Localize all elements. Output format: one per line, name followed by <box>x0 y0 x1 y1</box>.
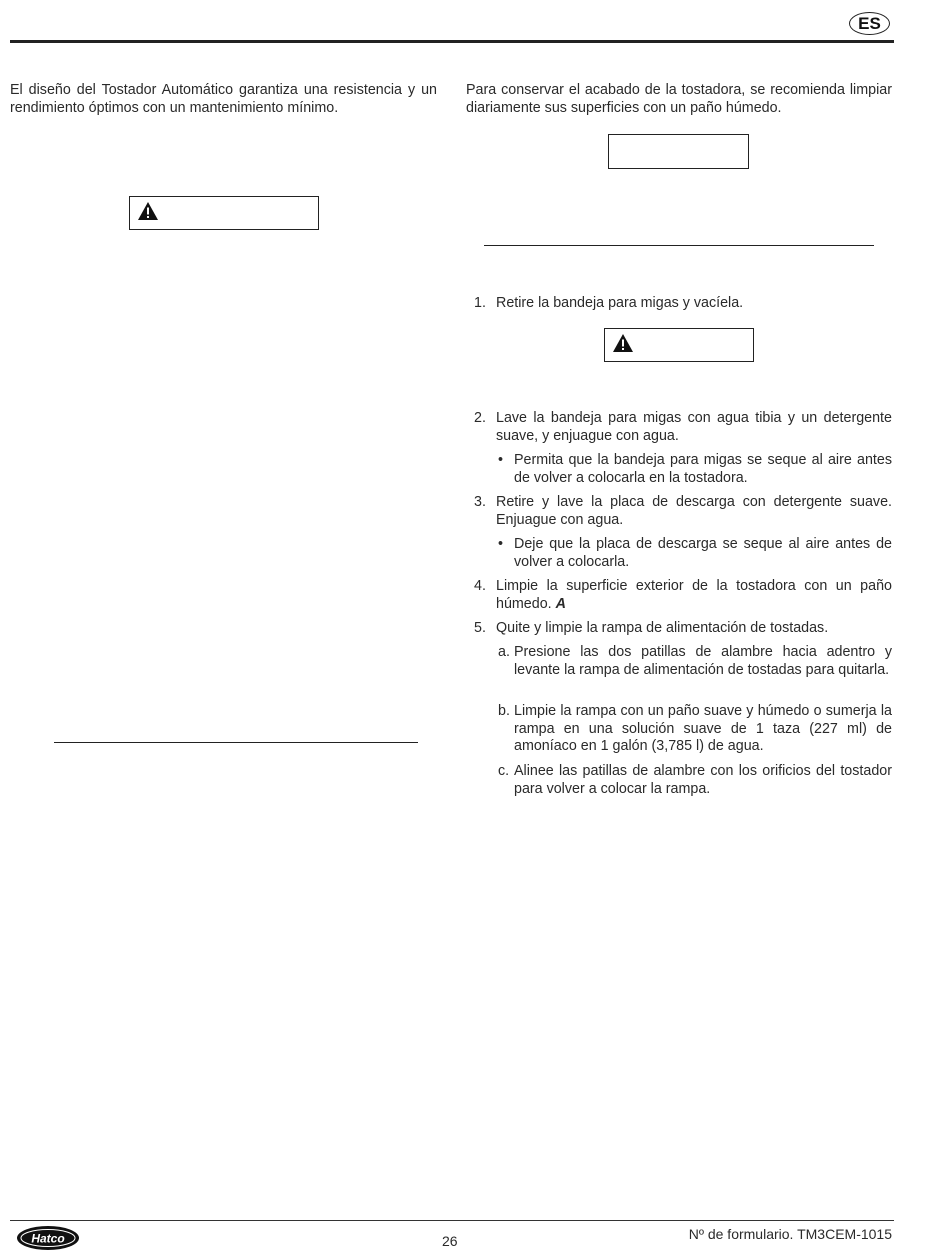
step-number: 4. <box>474 578 486 594</box>
figure-reference: A <box>555 595 566 612</box>
bullet-mark: • <box>498 452 504 468</box>
page-number: 26 <box>442 1233 458 1249</box>
step-text: Retire la bandeja para migas y vacíela. <box>496 295 744 311</box>
footer-rule <box>10 1220 894 1221</box>
warning-box-left <box>129 196 319 230</box>
warning-box-right <box>604 328 754 362</box>
header-rule <box>10 40 894 43</box>
step-number: 3. <box>474 494 486 510</box>
step-3 <box>474 494 892 529</box>
logo-text: Hatco <box>31 1231 65 1246</box>
step-text: Limpie la superficie exterior de la tostadora con un paño húmedo. <box>496 578 892 612</box>
step-5b <box>496 703 892 756</box>
language-badge: ES <box>849 12 890 35</box>
warning-triangle-icon <box>137 201 159 221</box>
notice-box <box>608 134 749 169</box>
step-text: Quite y limpie la rampa de alimentación de tostadas. <box>496 620 829 636</box>
sub-mark: a. <box>498 644 510 660</box>
form-number: Nº de formulario. TM3CEM-1015 <box>688 1226 892 1242</box>
step-5c <box>496 763 892 798</box>
step-text: Lave la bandeja para migas con agua tibia y un detergente suave, y enjuague con agua. <box>496 410 892 444</box>
step-text: Retire y lave la placa de descarga con detergente suave. Enjuague con agua. <box>496 494 892 528</box>
step-number: 5. <box>474 620 486 636</box>
step-5a <box>496 644 892 679</box>
bullet-mark: • <box>498 536 504 552</box>
step-number: 1. <box>474 295 486 311</box>
sub-mark: b. <box>498 703 510 719</box>
hatco-logo <box>16 1224 80 1252</box>
bullet-text: Permita que la bandeja para migas se seque al aire antes de volver a colocarla en la tostadora. <box>514 452 892 486</box>
step-2 <box>474 410 892 445</box>
step-3-bullet <box>496 536 892 571</box>
bullet-text: Deje que la placa de descarga se seque al aire antes de volver a colocarla. <box>514 536 892 570</box>
warning-triangle-icon <box>612 333 634 353</box>
step-text-wrap <box>496 578 892 613</box>
sub-text: Limpie la rampa con un paño suave y húmedo o sumerja la rampa en una solución suave de 1 taza (227 ml) de amoníaco en 1 galón (3,785 l) de agua. <box>514 703 892 754</box>
step-number: 2. <box>474 410 486 426</box>
step-1 <box>474 295 892 313</box>
sub-text: Presione las dos patillas de alambre hacia adentro y levante la rampa de alimentación de tostadas para quitarla. <box>514 644 892 678</box>
step-5 <box>474 620 892 638</box>
step-4 <box>474 578 892 613</box>
left-section-rule <box>54 742 418 743</box>
right-intro-paragraph: Para conservar el acabado de la tostadora, se recomienda limpiar diariamente sus superficies con un paño húmedo. <box>466 82 892 116</box>
sub-mark: c. <box>498 763 510 779</box>
sub-text: Alinee las patillas de alambre con los orificios del tostador para volver a colocar la rampa. <box>514 763 892 797</box>
right-section-rule <box>484 245 874 246</box>
step-2-bullet <box>496 452 892 487</box>
left-intro-paragraph: El diseño del Tostador Automático garantiza una resistencia y un rendimiento óptimos con un mantenimiento mínimo. <box>10 82 437 116</box>
